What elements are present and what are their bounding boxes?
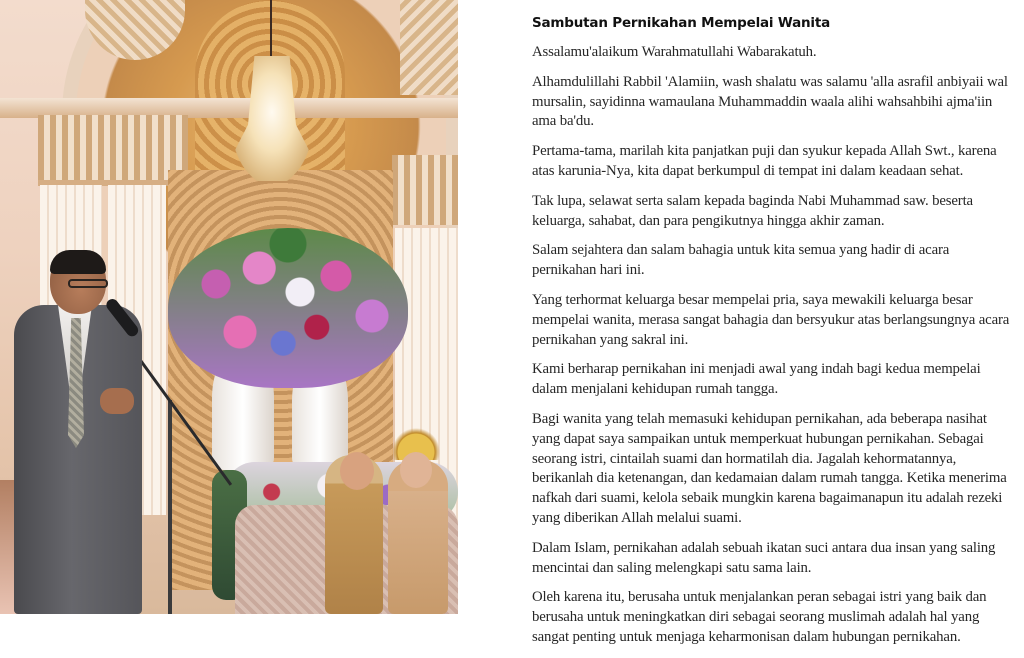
paragraph-advice: Bagi wanita yang telah memasuki kehidupan pernikahan, ada beberapa nasihat yang dapat saya sampaikan untuk memperkuat hubungan pernikahan. Sebagai seorang istri, cintailah suami dan hormatilah dia. Jagalah kehormatannya, berikanlah dia ketenangan, dan kedamaian dalam rumah tangga. Ketika menerima nafkah dari suami, kelola sebaik mungkin karena bagaimanapun itu adalah rezeki yang diberikan Allah melalui suami. (532, 410, 1007, 526)
ceiling-ornament-right (400, 0, 458, 95)
paragraph-gratitude: Pertama-tama, marilah kita panjatkan puji dan syukur kepada Allah Swt., karena atas karunia-Nya, kita dapat berkumpul di tempat ini dalam keadaan sehat. (532, 143, 997, 179)
speech-document (532, 14, 1012, 658)
paragraph-closing: Oleh karena itu, berusaha untuk menjalankan peran sebagai istri yang baik dan berusaha untuk meningkatkan diri sebagai seorang muslimah adalah hal yang sangat penting untuk menjaga keharmonisan dalam hubungan pernikahan. (532, 589, 987, 645)
bride-head (400, 452, 432, 488)
microphone-stand (168, 400, 172, 614)
speaker-hair (50, 250, 106, 274)
paragraph-opening-prayer: Alhamdulillahi Rabbil 'Alamiin, wash shalatu was salamu 'alla asrafil anbiyaii wal mursalin, sayidinna wamaulana Muhammaddin waala alihi wahsahbihi ajma'iin ama ba'du. (532, 73, 1008, 130)
paragraph-hope: Kami berharap pernikahan ini menjadi awal yang indah bagi kedua mempelai dalam menjalani kehidupan rumah tangga. (532, 361, 981, 398)
speaker-hands (100, 388, 134, 414)
speaker-glasses (68, 279, 108, 288)
paragraph-greeting: Assalamu'alaikum Warahmatullahi Wabarakatuh. (532, 44, 817, 60)
wedding-photo (0, 0, 458, 614)
chandelier-cord (270, 0, 272, 58)
document-title: Sambutan Pernikahan Mempelai Wanita (532, 15, 830, 31)
groom-head (340, 452, 374, 490)
paragraph-welcome: Salam sejahtera dan salam bahagia untuk kita semua yang hadir di acara pernikahan hari ini. (532, 242, 950, 279)
flower-arrangement (168, 228, 408, 388)
paragraph-islam: Dalam Islam, pernikahan adalah sebuah ikatan suci antara dua insan yang saling mencintai dan saling melengkapi satu sama lain. (532, 539, 996, 576)
paragraph-respect: Yang terhormat keluarga besar mempelai pria, saya mewakili keluarga besar mempelai wanita, merasa sangat bahagia dan bersyukur atas berlangsungnya acara pernikahan yang sakral ini. (532, 291, 1010, 348)
paragraph-salawat: Tak lupa, selawat serta salam kepada baginda Nabi Muhammad saw. beserta keluarga, sahabat, dan para pengikutnya hingga akhir zaman. (532, 192, 973, 229)
column-capital-left (38, 115, 188, 186)
column-capital-right (392, 155, 458, 225)
